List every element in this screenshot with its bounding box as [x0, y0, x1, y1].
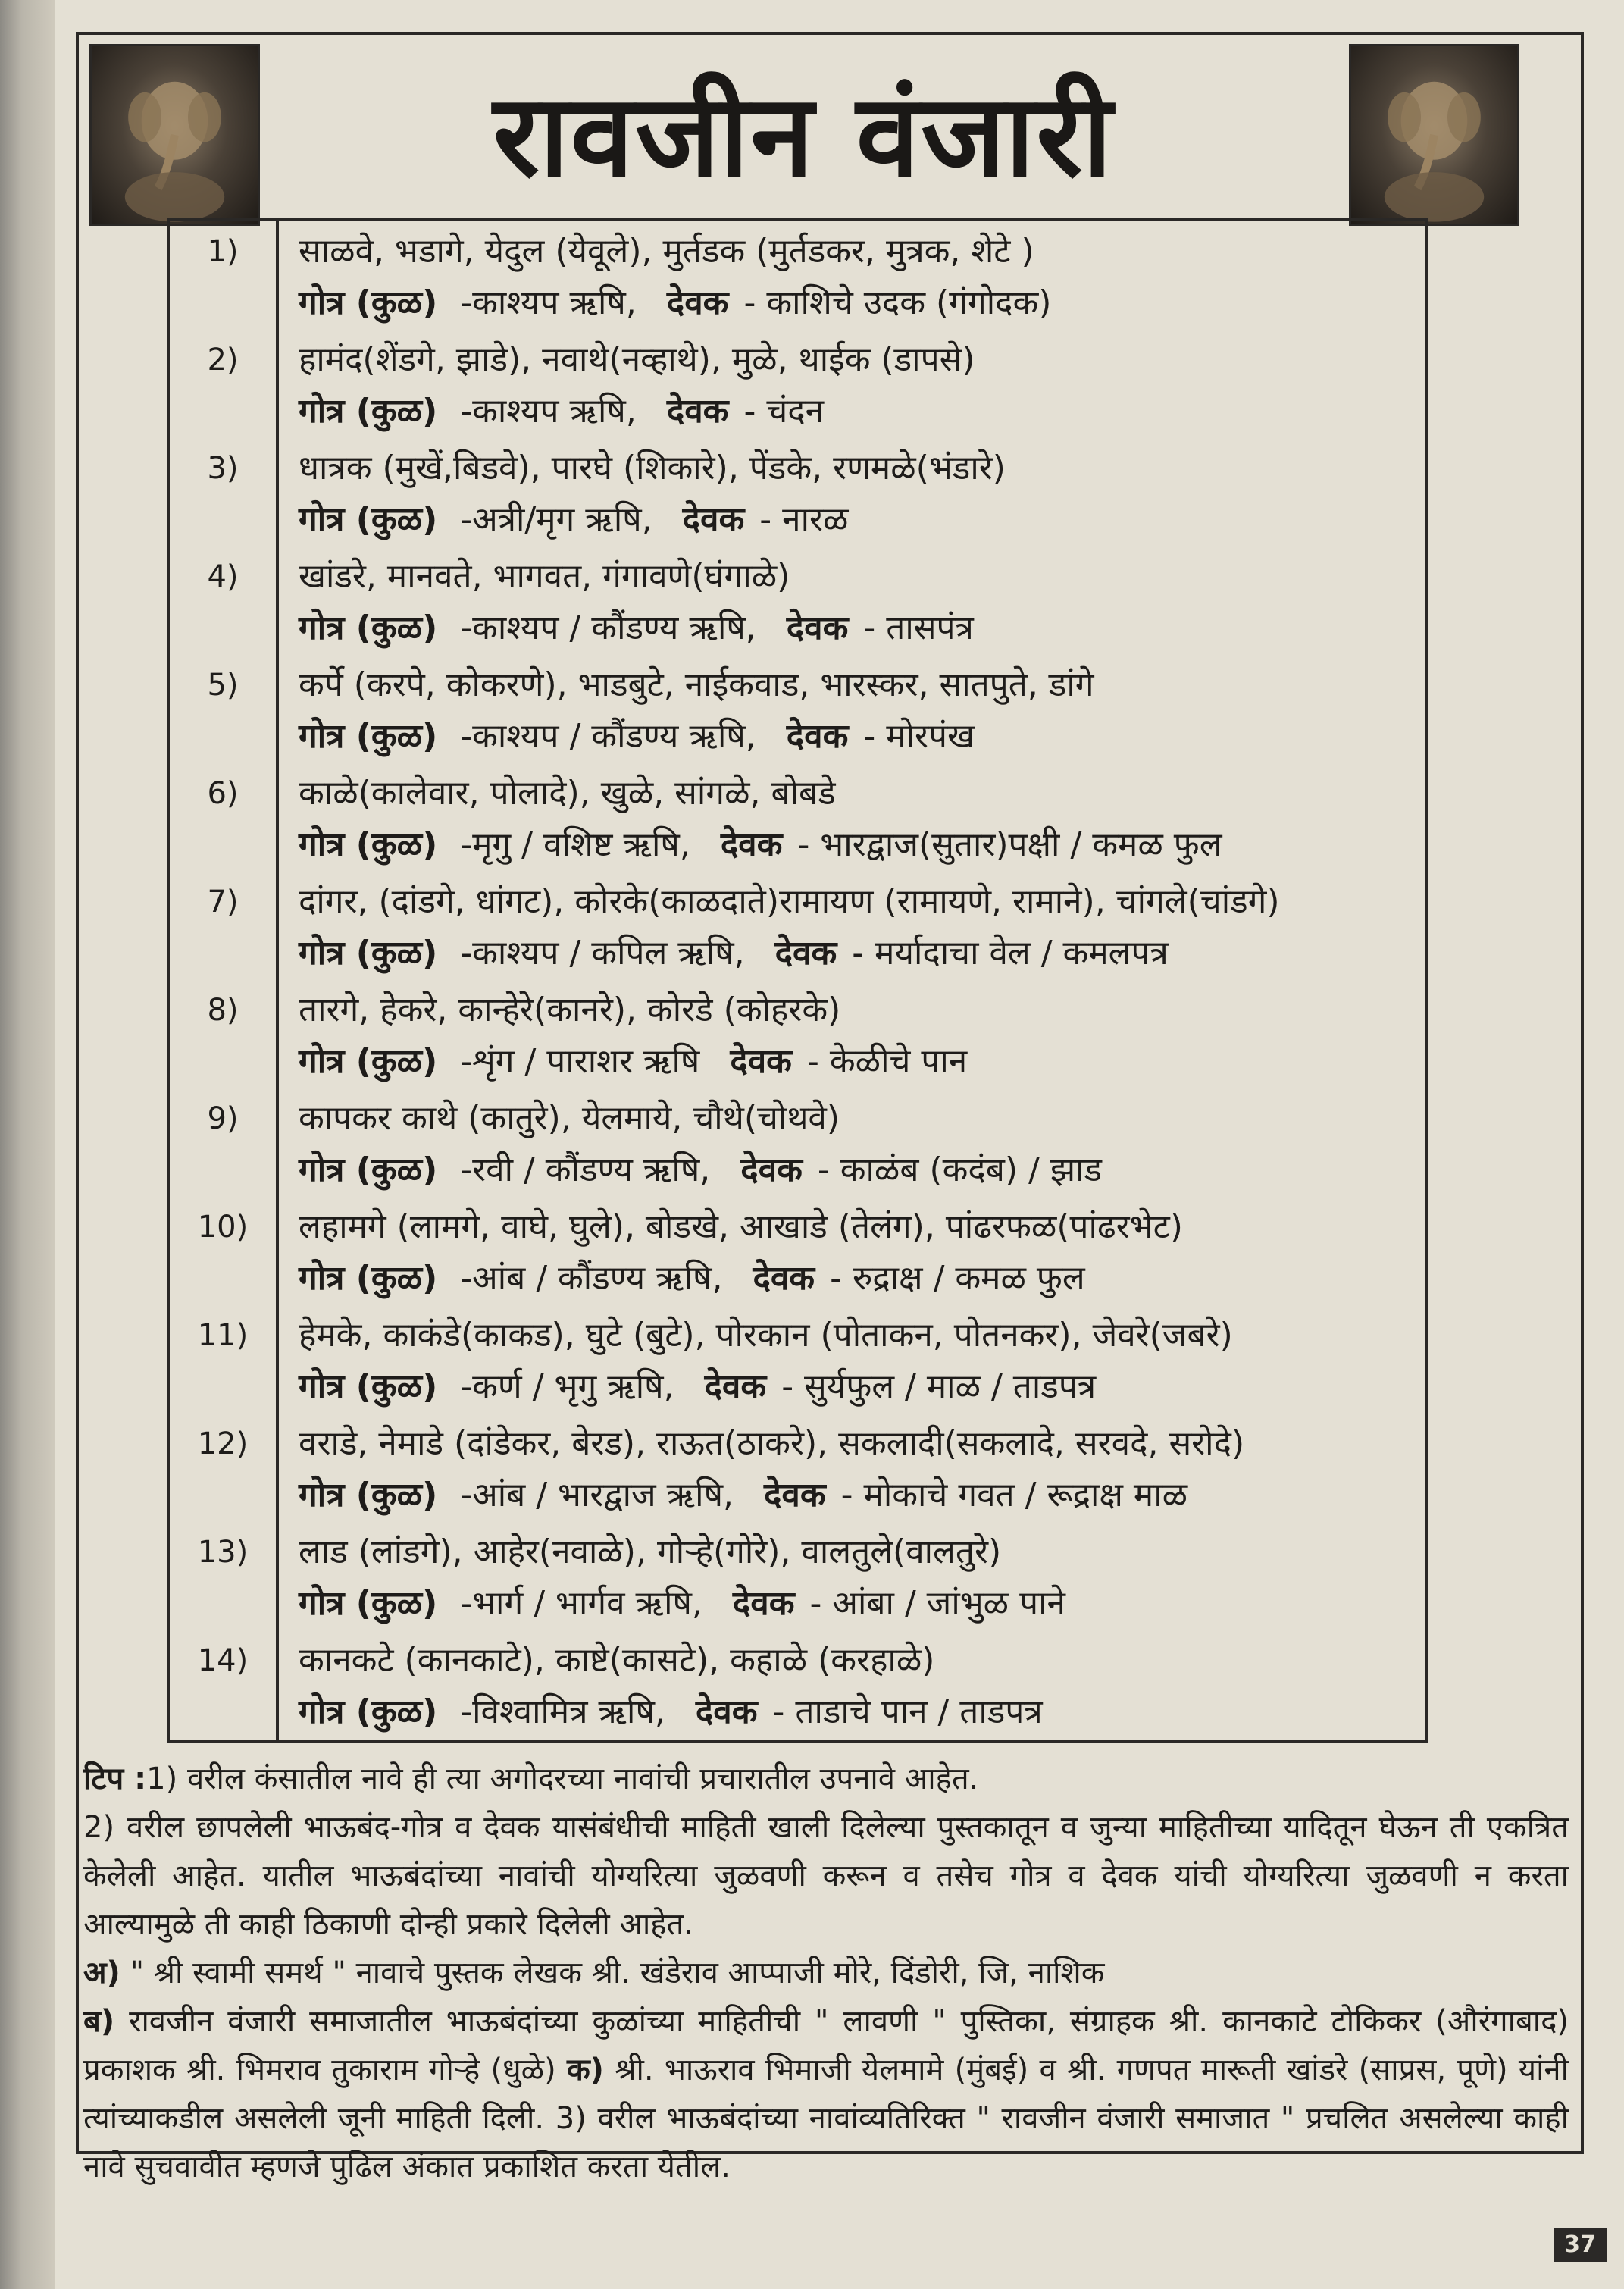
gotra-label: गोत्र (कुळ) [299, 717, 438, 756]
gotra-label: गोत्र (कुळ) [299, 934, 438, 972]
gotra-value: -काश्यप ऋषि, [460, 392, 637, 431]
gotra-label: गोत्र (कुळ) [299, 1042, 438, 1081]
devak-value: - मोरपंख [863, 717, 975, 756]
entry-gotra-line [299, 1148, 1102, 1193]
gotra-value: -काश्यप / कौंडण्य ऋषि, [460, 609, 756, 647]
devak-label: देवक [764, 1476, 826, 1514]
gotra-entry [170, 1633, 1425, 1739]
entry-surnames: कानकटे (कानकाटे), काष्टे(कासटे), कहाळे (करहाळे) [299, 1641, 935, 1680]
devak-value: - रुद्राक्ष / कमळ फुल [830, 1259, 1085, 1298]
gotra-entry [170, 224, 1425, 330]
ganesh-photo-icon [1349, 44, 1519, 226]
gotra-label: गोत्र (कुळ) [299, 392, 438, 431]
entry-gotra-line [299, 714, 975, 759]
devak-value: - आंबा / जांभुळ पाने [809, 1584, 1065, 1623]
entry-gotra-line [299, 389, 824, 434]
entry-number: 3) [207, 451, 239, 486]
gotra-value: -मृगु / वशिष्ट ऋषि, [460, 825, 690, 864]
entry-gotra-line [299, 1039, 967, 1085]
gotra-table [167, 218, 1428, 1743]
devak-label: देवक [774, 934, 837, 972]
gotra-label: गोत्र (कुळ) [299, 1476, 438, 1514]
gotra-value: -काश्यप / कपिल ऋषि, [460, 934, 745, 972]
devak-label: देवक [753, 1259, 815, 1298]
gotra-value: -भार्ग / भार्गव ऋषि, [460, 1584, 702, 1623]
page-number: 37 [1554, 2228, 1607, 2262]
gotra-value: -शृंग / पाराशर ऋषि [460, 1042, 700, 1081]
gotra-entry [170, 1417, 1425, 1523]
gotra-entry [170, 1525, 1425, 1631]
gotra-value: -कर्ण / भृगु ऋषि, [460, 1367, 674, 1406]
devak-value: - मोकाचे गवत / रूद्राक्ष माळ [840, 1476, 1188, 1514]
note-a: अ) " श्री स्वामी समर्थ " नावाचे पुस्तक लेखक श्री. खंडेराव आप्पाजी मोरे, दिंडोरी, जि, नाशिक [83, 1956, 1105, 1990]
devak-label: देवक [732, 1584, 795, 1623]
entry-number: 12) [197, 1426, 249, 1461]
gotra-entry [170, 333, 1425, 439]
entry-gotra-line [299, 1689, 1043, 1735]
entry-number: 14) [197, 1643, 249, 1678]
gotra-entry [170, 1091, 1425, 1198]
entry-number: 4) [207, 559, 239, 594]
notes-section [83, 1755, 1569, 2191]
entry-surnames: हामंद(शेंडगे, झाडे), नवाथे(नव्हाथे), मुळे, थाईक (डापसे) [299, 340, 975, 379]
gotra-label: गोत्र (कुळ) [299, 609, 438, 647]
gotra-value: -विश्वामित्र ऋषि, [460, 1692, 665, 1731]
devak-label: देवक [666, 283, 729, 322]
entry-surnames: लाड (लांडगे), आहेर(नवाळे), गोऱ्हे(गोरे), वालतुले(वालतुरे) [299, 1533, 1002, 1571]
devak-value: - सुर्यफुल / माळ / ताडपत्र [781, 1367, 1097, 1406]
devak-value: - केळीचे पान [806, 1042, 968, 1081]
gotra-label: गोत्र (कुळ) [299, 1259, 438, 1298]
devak-label: देवक [730, 1042, 792, 1081]
gotra-entry [170, 441, 1425, 547]
gotra-entry [170, 766, 1425, 872]
entry-surnames: धात्रक (मुखें,बिडवे), पारघे (शिकारे), पेंडके, रणमळे(भंडारे) [299, 449, 1006, 487]
devak-value: - नारळ [759, 500, 849, 539]
gotra-value: -आंब / भारद्वाज ऋषि, [460, 1476, 734, 1514]
entry-surnames: हेमके, काकंडे(काकड), घुटे (बुटे), पोरकान (पोताकन, पोतनकर), जेवरे(जबरे) [299, 1316, 1233, 1354]
gotra-value: -आंब / कौंडण्य ऋषि, [460, 1259, 723, 1298]
devak-value: - ताडाचे पान / ताडपत्र [772, 1692, 1043, 1731]
entry-surnames: कर्पे (करपे, कोकरणे), भाडबुटे, नाईकवाड, भारस्कर, सातपुते, डांगे [299, 665, 1094, 704]
entry-number: 6) [207, 776, 239, 811]
gotra-label: गोत्र (कुळ) [299, 1584, 438, 1623]
devak-value: - काळंब (कदंब) / झाड [817, 1151, 1103, 1189]
gotra-label: गोत्र (कुळ) [299, 283, 438, 322]
gotra-value: -काश्यप / कौंडण्य ऋषि, [460, 717, 756, 756]
ganesh-photo-icon [89, 44, 260, 226]
entry-number: 7) [207, 885, 239, 919]
entry-number: 13) [197, 1535, 249, 1570]
entry-gotra-line [299, 1581, 1065, 1627]
devak-label: देवक [740, 1151, 803, 1189]
page-title: रावजीन वंजारी [493, 70, 1114, 202]
entry-surnames: खांडरे, मानवते, भागवत, गंगावणे(घंगाळे) [299, 557, 790, 596]
gotra-value: -अत्री/मृग ऋषि, [460, 500, 652, 539]
gotra-label: गोत्र (कुळ) [299, 1692, 438, 1731]
gotra-label: गोत्र (कुळ) [299, 825, 438, 864]
note-b: ब) रावजीन वंजारी समाजातील भाऊबंदांच्या कुळांच्या माहितीची " लावणी " पुस्तिका, संग्राहक श्री. कानकाटे टोकिकर (औरंगाबाद) प्रकाशक श्री. भिमराव तुकाराम गोऱ्हे (धुळे) क) श्री. भाऊराव भिमाजी येलमामे (मुंबई) व श्री. गणपत मारूती खांडरे (साप्रस, पूणे) यांनी त्यांच्याकडील असलेली जूनी माहिती दिली. 3) वरील भाऊबंदांच्या नावांव्यतिरिक्त " रावजीन वंजारी समाजात " प्रचलित असलेल्या काही नावे सुचवावीत म्हणजे पुढिल अंकात प्रकाशित करता येतील. [83, 2004, 1569, 2184]
entry-gotra-line [299, 280, 1051, 326]
entry-number: 8) [207, 993, 239, 1028]
devak-value: - मर्यादाचा वेल / कमलपत्र [852, 934, 1169, 972]
gotra-entry [170, 875, 1425, 981]
entry-number: 2) [207, 343, 239, 377]
entry-gotra-line [299, 606, 974, 651]
devak-value: - भारद्वाज(सुतार)पक्षी / कमळ फुल [797, 825, 1222, 864]
devak-value: - काशिचे उदक (गंगोदक) [743, 283, 1052, 322]
entry-gotra-line [299, 822, 1222, 868]
devak-label: देवक [786, 717, 849, 756]
devak-label: देवक [720, 825, 783, 864]
entry-gotra-line [299, 497, 848, 543]
book-spine [0, 0, 55, 2289]
devak-label: देवक [666, 392, 729, 431]
entry-surnames: काळे(कालेवार, पोलादे), खुळे, सांगळे, बोबडे [299, 774, 836, 813]
entry-number: 5) [207, 668, 239, 703]
gotra-value: -काश्यप ऋषि, [460, 283, 637, 322]
entry-number: 1) [207, 234, 239, 269]
entry-surnames: दांगर, (दांडगे, धांगट), कोरके(काळदाते)रामायण (रामायणे, रामाने), चांगले(चांडगे) [299, 882, 1280, 921]
entry-number: 10) [197, 1210, 249, 1245]
note-1: टिप :1) वरील कंसातील नावे ही त्या अगोदरच्या नावांची प्रचारातील उपनावे आहेत. [83, 1761, 979, 1796]
gotra-label: गोत्र (कुळ) [299, 1151, 438, 1189]
gotra-entry [170, 983, 1425, 1089]
entry-number: 11) [197, 1318, 249, 1353]
entry-gotra-line [299, 1473, 1187, 1518]
gotra-entry [170, 1200, 1425, 1306]
devak-value: - तासपंत्र [863, 609, 974, 647]
gotra-label: गोत्र (कुळ) [299, 500, 438, 539]
gotra-value: -रवी / कौंडण्य ऋषि, [460, 1151, 711, 1189]
gotra-entry [170, 658, 1425, 764]
devak-label: देवक [704, 1367, 767, 1406]
devak-label: देवक [786, 609, 849, 647]
devak-label: देवक [682, 500, 745, 539]
note-2: 2) वरील छापलेली भाऊबंद-गोत्र व देवक यासंबंधीची माहिती खाली दिलेल्या पुस्तकातून व जुन्या माहितीच्या यादितून घेऊन ती एकत्रित केलेली आहेत. यातील भाऊबंदांच्या नावांची योग्यरित्या जुळवणी करून व तसेच गोत्र व देवक यांची योग्यरित्या जुळवणी न करता आल्यामुळे ती काही ठिकाणी दोन्ही प्रकारे दिलेली आहेत. [83, 1810, 1569, 1942]
entry-surnames: साळवे, भडागे, येदुल (येवूले), मुर्तडक (मुर्तडकर, मुत्रक, शेटे ) [299, 232, 1034, 271]
entry-gotra-line [299, 1364, 1096, 1410]
entry-surnames: तारगे, हेकरे, कान्हेरे(कानरे), कोरडे (कोहरके) [299, 991, 841, 1029]
entry-surnames: कापकर काथे (कातुरे), येलमाये, चौथे(चोथवे) [299, 1099, 840, 1138]
entry-surnames: वराडे, नेमाडे (दांडेकर, बेरड), राऊत(ठाकरे), सकलादी(सकलादे, सरवदे, सरोदे) [299, 1424, 1245, 1463]
devak-value: - चंदन [743, 392, 825, 431]
devak-label: देवक [695, 1692, 758, 1731]
entry-gotra-line [299, 931, 1169, 976]
entry-gotra-line [299, 1256, 1085, 1301]
gotra-label: गोत्र (कुळ) [299, 1367, 438, 1406]
gotra-entry [170, 1308, 1425, 1414]
gotra-entry [170, 550, 1425, 656]
entry-surnames: लहामगे (लामगे, वाघे, घुले), बोडखे, आखाडे (तेलंग), पांढरफळ(पांढरभेट) [299, 1207, 1183, 1246]
entry-number: 9) [207, 1101, 239, 1136]
